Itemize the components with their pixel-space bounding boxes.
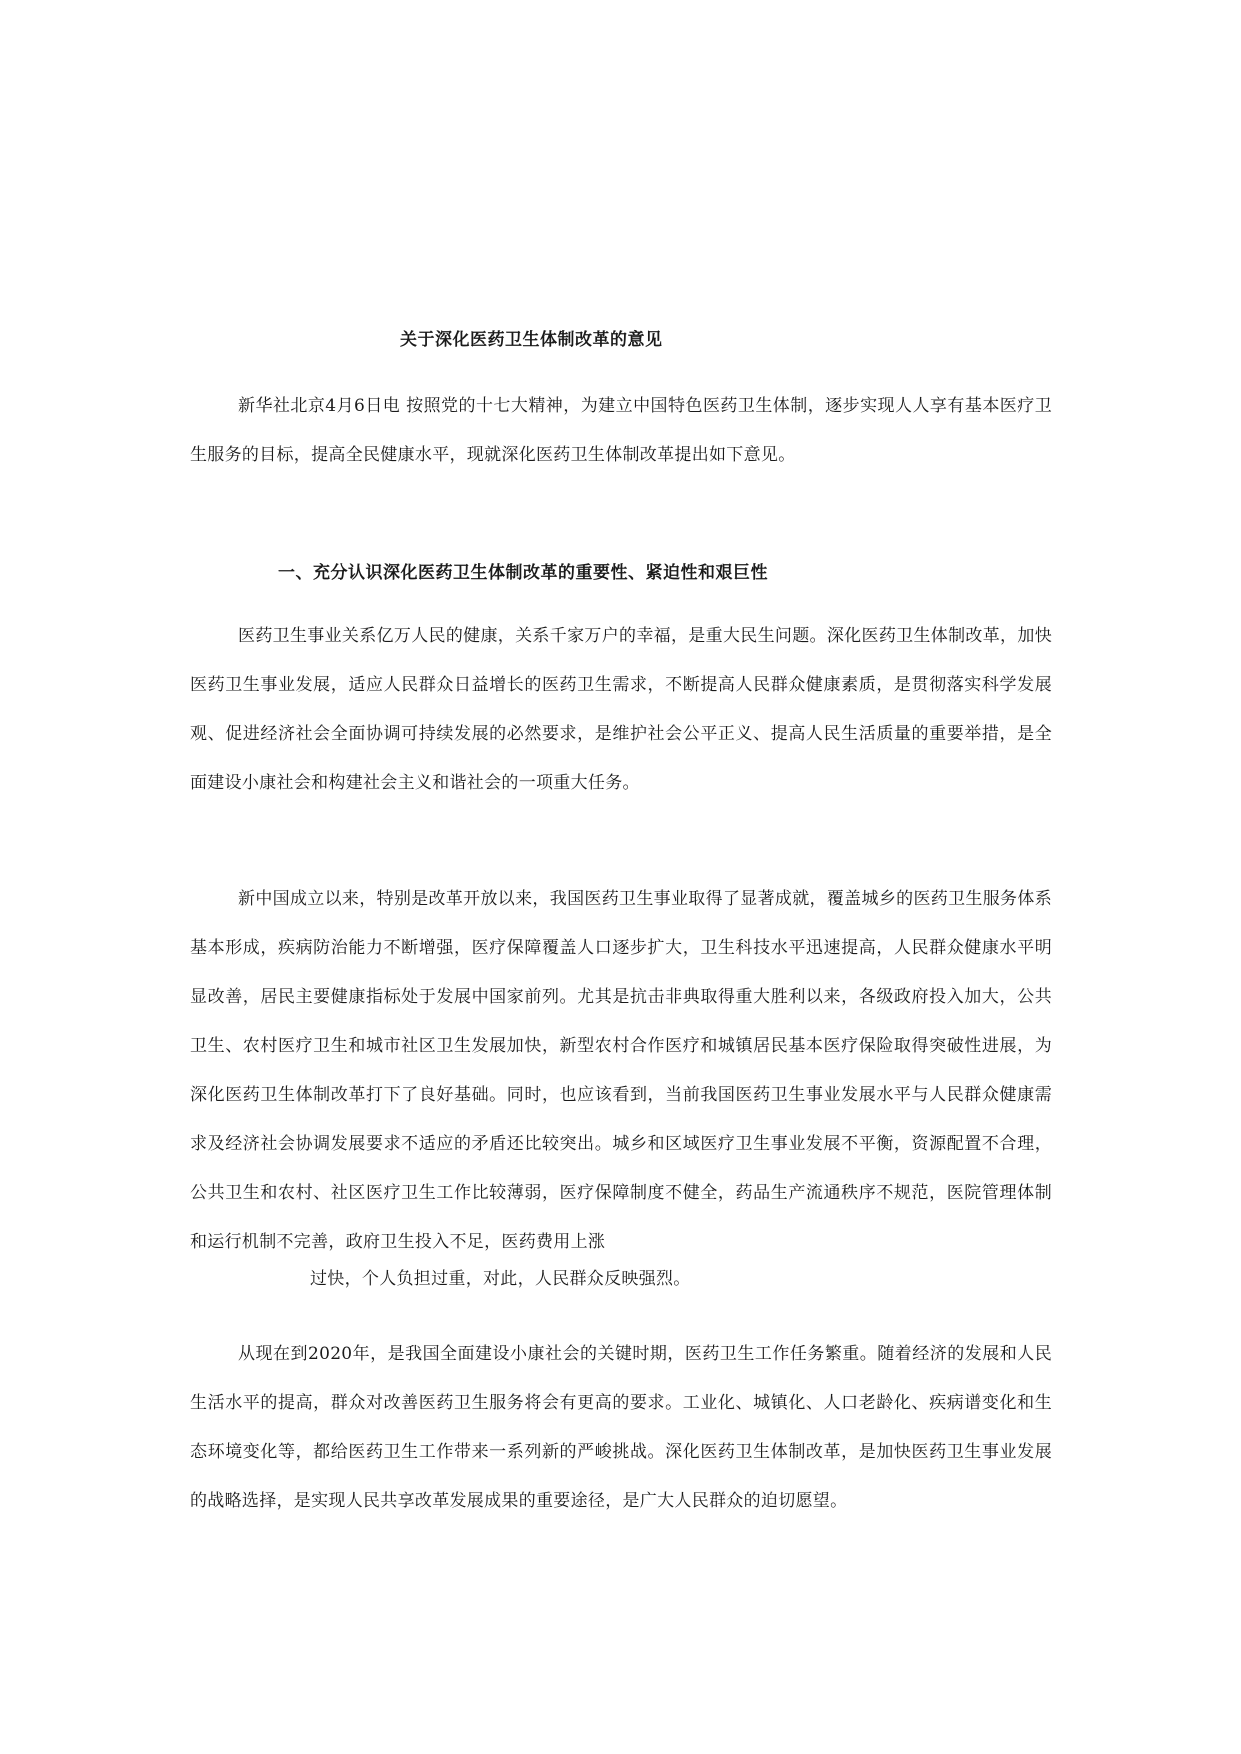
section-heading: 一、充分认识深化医药卫生体制改革的重要性、紧迫性和艰巨性 [278,563,768,583]
body-paragraph: 医药卫生事业关系亿万人民的健康，关系千家万户的幸福，是重大民生问题。深化医药卫生体制改革，加快医药卫生事业发展，适应人民群众日益增长的医药卫生需求，不断提高人民群众健康素质，是贯彻落实科学发展观、促进经济社会全面协调可持续发展的必然要求，是维护社会公平正义、提高人民生活质量的重要举措，是全面建设小康社会和构建社会主义和谐社会的一项重大任务。 [190,626,1052,793]
body-paragraph-continuation: 过快，个人负担过重，对此，人民群众反映强烈。 [310,1269,691,1289]
document-title: 关于深化医药卫生体制改革的意见 [400,330,663,350]
body-paragraph: 新中国成立以来，特别是改革开放以来，我国医药卫生事业取得了显著成就，覆盖城乡的医药卫生服务体系基本形成，疾病防治能力不断增强，医疗保障覆盖人口逐步扩大，卫生科技水平迅速提高，人民群众健康水平明显改善，居民主要健康指标处于发展中国家前列。尤其是抗击非典取得重大胜利以来，各级政府投入加大，公共卫生、农村医疗卫生和城市社区卫生发展加快，新型农村合作医疗和城镇居民基本医疗保险取得突破性进展，为深化医药卫生体制改革打下了良好基础。同时，也应该看到，当前我国医药卫生事业发展水平与人民群众健康需求及经济社会协调发展要求不适应的矛盾还比较突出。城乡和区域医疗卫生事业发展不平衡，资源配置不合理，公共卫生和农村、社区医疗卫生工作比较薄弱，医疗保障制度不健全，药品生产流通秩序不规范，医院管理体制和运行机制不完善，政府卫生投入不足，医药费用上涨 [190,889,1052,1252]
intro-paragraph: 新华社北京4月6日电 按照党的十七大精神，为建立中国特色医药卫生体制，逐步实现人人享有基本医疗卫生服务的目标，提高全民健康水平，现就深化医药卫生体制改革提出如下意见。 [190,396,1052,465]
body-paragraph: 从现在到2020年，是我国全面建设小康社会的关键时期，医药卫生工作任务繁重。随着经济的发展和人民生活水平的提高，群众对改善医药卫生服务将会有更高的要求。工业化、城镇化、人口老龄化、疾病谱变化和生态环境变化等，都给医药卫生工作带来一系列新的严峻挑战。深化医药卫生体制改革，是加快医药卫生事业发展的战略选择，是实现人民共享改革发展成果的重要途径，是广大人民群众的迫切愿望。 [190,1344,1052,1511]
